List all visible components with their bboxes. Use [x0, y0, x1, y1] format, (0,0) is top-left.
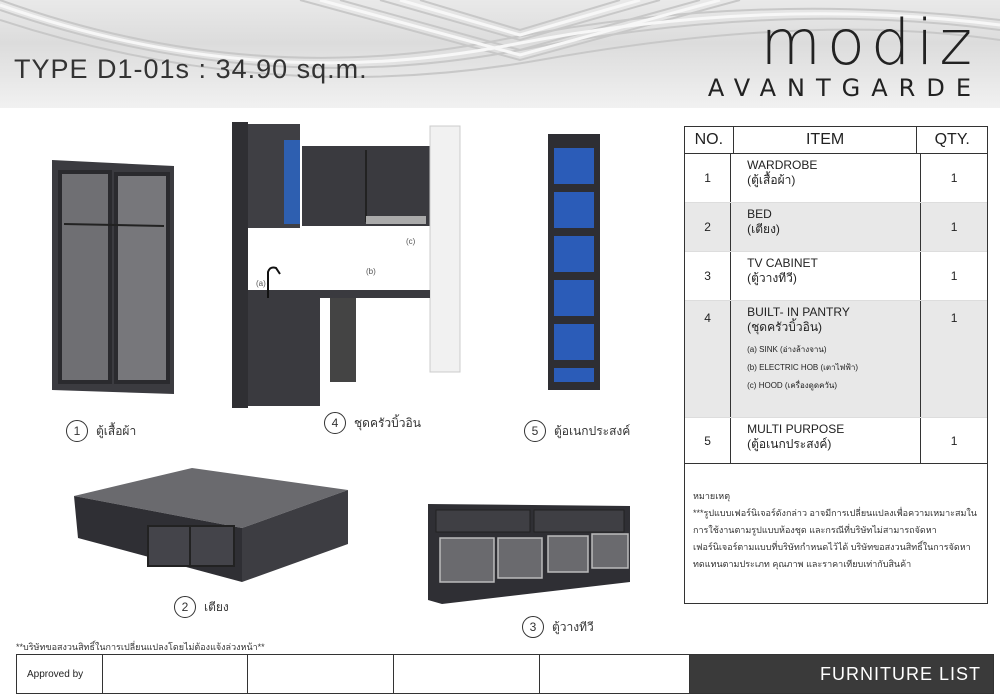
tag-b: (b) [366, 267, 376, 276]
row-qty: 1 [920, 154, 987, 202]
row-qty: 1 [920, 301, 987, 417]
furniture-table [684, 126, 988, 604]
number-circle: 3 [522, 616, 544, 638]
table-row [685, 418, 987, 464]
table-header [685, 127, 987, 154]
item-en: TV CABINET [747, 256, 818, 270]
label-item5 [524, 420, 630, 442]
row-no: 5 [685, 418, 731, 464]
sub-item: (b) ELECTRIC HOB (เตาไฟฟ้า) [747, 363, 859, 372]
signature-cell [540, 655, 690, 693]
wardrobe-drawing [50, 158, 180, 396]
number-circle: 1 [66, 420, 88, 442]
row-no: 2 [685, 203, 731, 251]
header-no: NO. [685, 127, 734, 153]
table-row [685, 154, 987, 203]
table-row [685, 301, 987, 418]
drawing-label: ตู้วางทีวี [552, 619, 594, 634]
item-en: BUILT- IN PANTRY [747, 305, 850, 319]
item-th: (ตู้วางทีวี) [747, 271, 797, 285]
sub-item: (a) SINK (อ่างล้างจาน) [747, 345, 827, 354]
signature-cell [103, 655, 248, 693]
row-item [731, 203, 920, 251]
drawing-label: เตียง [204, 599, 229, 614]
row-qty: 1 [920, 252, 987, 300]
row-item [731, 301, 920, 417]
brand-subtitle: AVANTGARDE [707, 74, 982, 102]
header-item: ITEM [734, 127, 918, 153]
item-th: (ชุดครัวบิ้วอิน) [747, 320, 823, 334]
notes-text: ***รูปแบบเฟอร์นิเจอร์ดังกล่าว อาจมีการเปลี่ยนแปลงเพื่อความเหมาะสมในการใช้งานตามรูปแบบห้องชุด และกรณีที่บริษัทไม่สามารถจัดหาเฟอร์นิเจอร์ตามแบบที่บริษัทกำหนดไว้ได้ บริษัทขอสงวนสิทธิ์ในการจัดหาทดแทนตามประเภท คุณภาพ และราคาเทียบเท่ากับสินค้า [693, 508, 977, 569]
row-no: 3 [685, 252, 731, 300]
row-item [731, 154, 920, 202]
row-no: 1 [685, 154, 731, 202]
row-qty: 1 [920, 418, 987, 464]
item-en: MULTI PURPOSE [747, 422, 845, 436]
multipurpose-drawing [546, 132, 602, 394]
number-circle: 2 [174, 596, 196, 618]
furniture-list-title: FURNITURE LIST [690, 655, 993, 693]
row-item [731, 418, 920, 464]
notes-section [685, 463, 987, 573]
tv-cabinet-drawing [426, 502, 634, 606]
table-row [685, 252, 987, 301]
sub-item: (c) HOOD (เครื่องดูดควัน) [747, 381, 838, 390]
notes-title: หมายเหตุ [693, 491, 731, 501]
header-qty: QTY. [934, 131, 970, 148]
number-circle: 5 [524, 420, 546, 442]
header-banner [0, 0, 1000, 108]
number-circle: 4 [324, 412, 346, 434]
table-row [685, 203, 987, 252]
footnote: **บริษัทขอสงวนสิทธิ์ในการเปลี่ยนแปลงโดยไม่ต้องแจ้งล่วงหน้า** [16, 642, 265, 652]
label-item4 [324, 412, 421, 434]
drawing-label: ตู้อเนกประสงค์ [554, 423, 631, 438]
item-th: (ตู้อเนกประสงค์) [747, 437, 832, 451]
type-title: TYPE D1-01s : 34.90 sq.m. [14, 54, 368, 84]
signature-cell [248, 655, 394, 693]
label-item1 [66, 420, 136, 442]
pantry-drawing [230, 122, 466, 410]
approved-by-label: Approved by [17, 655, 103, 693]
row-item [731, 252, 920, 300]
item-en: WARDROBE [747, 158, 818, 172]
row-no: 4 [685, 301, 731, 417]
item-th: (เตียง) [747, 222, 780, 236]
tag-a: (a) [256, 279, 266, 288]
drawing-label: ชุดครัวบิ้วอิน [354, 415, 421, 430]
item-th: (ตู้เสื้อผ้า) [747, 173, 796, 187]
label-item2 [174, 596, 229, 618]
bed-drawing [72, 466, 350, 584]
brand-logo: modiz [760, 6, 978, 79]
label-item3 [522, 616, 594, 638]
footer-approval-bar [16, 654, 994, 694]
drawing-label: ตู้เสื้อผ้า [96, 423, 137, 438]
tag-c: (c) [406, 237, 416, 246]
item-en: BED [747, 207, 772, 221]
signature-cell [394, 655, 540, 693]
row-qty: 1 [920, 203, 987, 251]
